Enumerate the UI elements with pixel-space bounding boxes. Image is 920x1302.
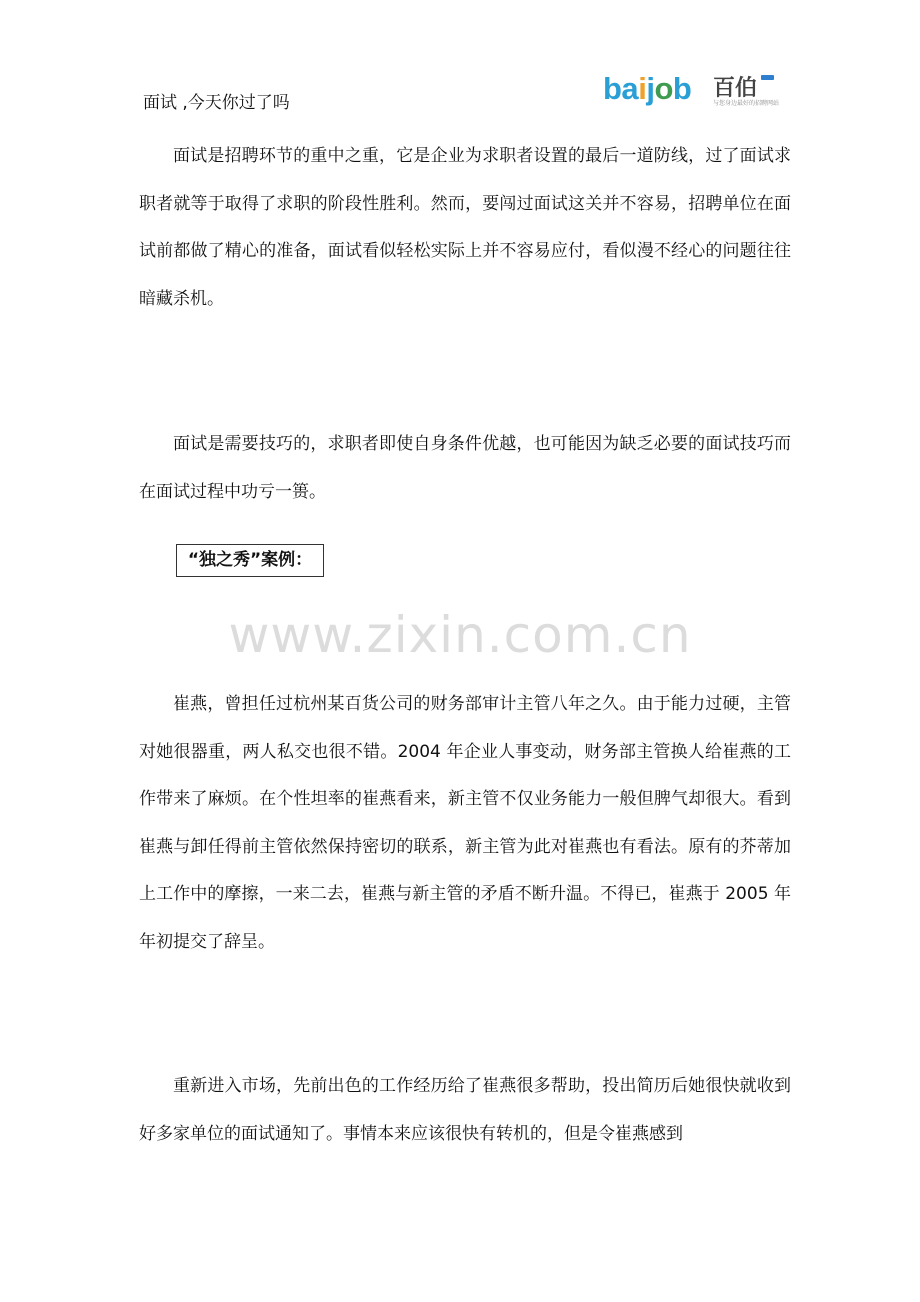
logo-chinese-name: 百伯 — [713, 76, 758, 101]
case-label-box: “独之秀”案例： — [176, 544, 324, 577]
baijob-logo — [603, 72, 778, 106]
document-header-title: 面试 ,今天你过了吗 — [143, 93, 290, 113]
paragraph-intro: 面试是招聘环节的重中之重，它是企业为求职者设置的最后一道防线，过了面试求职者就等于取得了求职的阶段性胜利。然而，要闯过面试这关并不容易，招聘单位在面试前都做了精心的准备，面试看似轻松实际上并不容易应付，看似漫不经心的问题往往暗藏杀机。 — [139, 146, 791, 309]
logo-tagline: 与您身边最好的招聘网站 — [713, 100, 780, 107]
paragraph-skills: 面试是需要技巧的，求职者即使自身条件优越，也可能因为缺乏必要的面试技巧而在面试过程中功亏一篑。 — [139, 434, 791, 502]
paragraph-case-story: 崔燕，曾担任过杭州某百货公司的财务部审计主管八年之久。由于能力过硬，主管对她很器重，两人私交也很不错。2004 年企业人事变动，财务部主管换人给崔燕的工作带来了麻烦。在个性坦率的崔燕看来，新主管不仅业务能力一般但脾气却很大。看到崔燕与卸任得前主管依然保持密切的联系，新主管为此对崔燕也有看法。原有的芥蒂加上工作中的摩擦，一来二去，崔燕与新主管的矛盾不断升温。不得已，崔燕于 2005 年年初提交了辞呈。 — [139, 694, 791, 952]
site-watermark: www.zixin.com.cn — [228, 606, 692, 664]
logo-badge-icon — [761, 75, 774, 80]
logo-wordmark: baijob — [603, 71, 692, 106]
paragraph-reentry: 重新进入市场，先前出色的工作经历给了崔燕很多帮助，投出简历后她很快就收到好多家单位的面试通知了。事情本来应该很快有转机的，但是令崔燕感到 — [139, 1076, 791, 1144]
